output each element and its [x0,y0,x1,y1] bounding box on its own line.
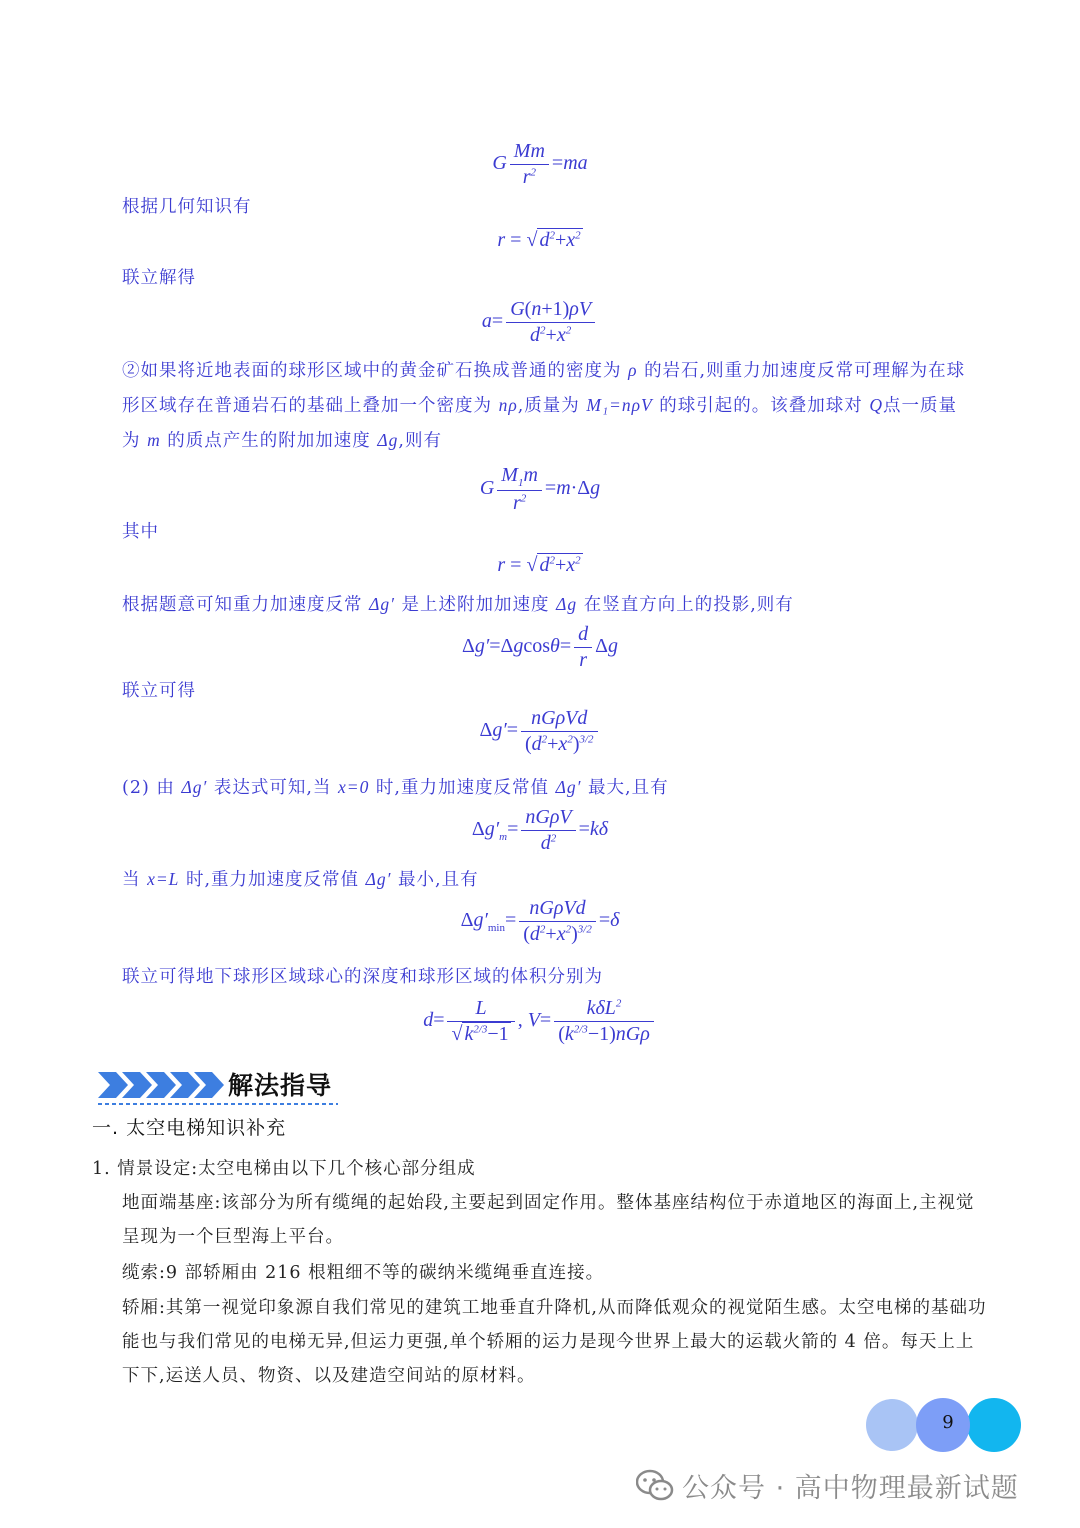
text-cable: 缆索:9 部轿厢由 216 根粗细不等的碳纳米缆绳垂直连接。 [122,1263,605,1283]
p2-m: m [147,430,161,450]
when-xL: x=L [147,869,180,889]
item-1-title: 1. 情景设定:太空电梯由以下几个核心部分组成 [92,1159,476,1179]
equation-gravity: G $\frac{Mm}{r^2}$ =ma [492,140,588,188]
equation-a: a= $\frac{G(n+1)\rho V}{d^2+x^2}$ [0,298,1080,347]
when-dg: Δg′ [365,869,392,889]
paragraph-superposition [122,353,992,458]
proj-dg1: Δg′ [369,594,395,614]
p2-text-3a: 为 [122,431,141,451]
equation-result: d= $\frac{L}{√ k^{2/3}-1}$ , V= $\frac{k\delta L^2}{(k^{2/3}-1)nG\rho}$ [0,997,1080,1046]
when-c: 最小,且有 [398,870,479,890]
text-projection [122,587,992,622]
wechat-icon [636,1469,674,1503]
p2-text-1b: 的岩石,则重力加速度反常可理解为在球 [644,361,966,381]
p2-text-1: ②如果将近地表面的球形区域中的黄金矿石换成普通的密度为 [122,361,622,381]
page-number: 9 [942,1412,954,1433]
text-lianli-1: 联立解得 [122,268,196,288]
guide-title: 解法指导 [228,1071,333,1100]
p2-text-2d: 点一质量 [883,396,957,416]
q2-x0: x=0 [338,777,370,797]
p2-M1: M₁=nρV [586,395,653,415]
proj-a: 根据题意可知重力加速度反常 [122,595,363,615]
proj-dg2: Δg [556,594,578,614]
equation-dg-max: $\Delta g'_m=$ $\frac{\text{nGρV}}{d^2}$ =kδ [471,806,609,854]
text-ground-base: 地面端基座:该部分为所有缆绳的起始段,主要起到固定作用。整体基座结构位于赤道地区的海面上,主视觉呈现为一个巨型海上平台。 [122,1193,975,1247]
q2-b: 表达式可知,当 [213,778,332,798]
p2-dg: Δg [377,430,399,450]
text-lianli-2: 联立可得 [122,681,196,701]
text-final: 联立可得地下球形区域球心的深度和球形区域的体积分别为 [122,967,603,987]
proj-b: 是上述附加加速度 [401,595,550,615]
equation-m1: G $\frac{M_1m}{r^2}$ =m·Δg [479,464,601,514]
q2-dg: Δg′ [181,777,208,797]
equation-r-2: r = √ $d^2+x^2$ [497,554,581,576]
p2-nrho: nρ [498,395,518,415]
q2-c: 时,重力加速度反常值 [375,778,549,798]
equation-projection: Δg′=Δgcosθ= $\frac{d}{r}$ Δg [461,623,619,671]
text-part2 [122,770,992,805]
p2-text-2b: ,质量为 [517,396,580,416]
equation-dg-prime: Δg′= $\frac{\text{nGρVd}}{(d^2+x^2)^{3/2}}$ [0,707,1080,756]
section-heading: 一. 太空电梯知识补充 [92,1117,287,1139]
text-qizhong: 其中 [122,522,159,542]
p2-text-2a: 形区域存在普通岩石的基础上叠加一个密度为 [122,396,492,416]
proj-c: 在竖直方向上的投影,则有 [583,595,794,615]
watermark [636,1466,1019,1505]
q2-a: (2) 由 [122,778,175,798]
text-car: 轿厢:其第一视觉印象源自我们常见的建筑工地垂直升降机,从而降低观众的视觉陌生感。太空电梯的基础功能也与我们常见的电梯无异,但运力更强,单个轿厢的运力是现今世界上最大的运载火箭的 4 倍。每天上上下下,运送人员、物资、以及建造空间站的原材料。 [122,1298,987,1386]
p2-text-3c: ,则有 [398,431,442,451]
p2-Q: Q [869,395,883,415]
when-a: 当 [122,870,141,890]
p2-text-3b: 的质点产生的附加加速度 [167,431,371,451]
q2-d: 最大,且有 [588,778,669,798]
equation-r-1: r = √ $d^2+x^2$ [497,229,581,251]
text-when-xL [122,862,992,897]
q2-dg2: Δg′ [555,777,582,797]
when-b: 时,重力加速度反常值 [185,870,360,890]
p2-text-2c: 的球引起的。该叠加球对 [659,396,863,416]
watermark-text: 公众号 · 高中物理最新试题 [682,1473,1019,1504]
p2-rho: ρ [628,360,638,380]
text-geometry: 根据几何知识有 [122,197,252,217]
equation-dg-min: $\Delta g'_{min}=$ $\frac{\text{nGρVd}}{(d^2+x^2)^{3/2}}$ =δ [460,897,620,945]
